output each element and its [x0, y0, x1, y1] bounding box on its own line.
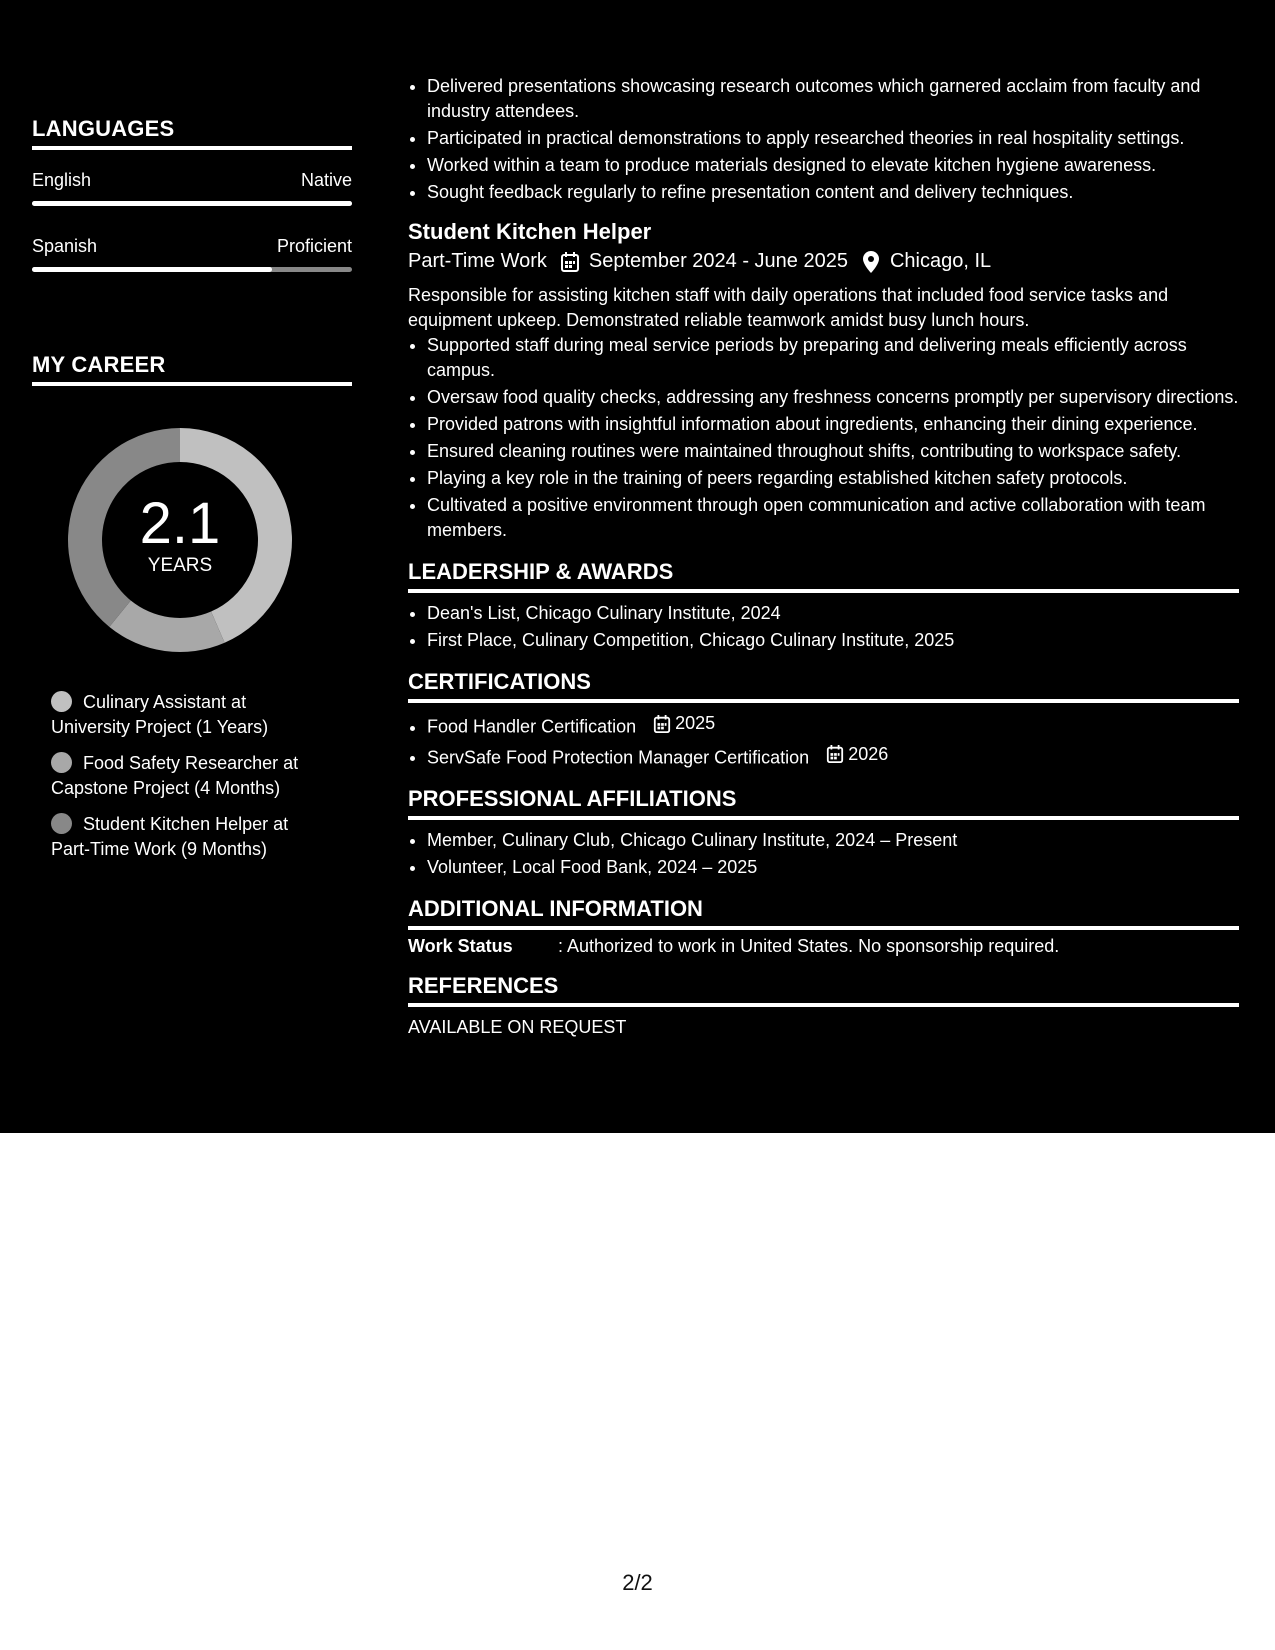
- calendar-icon: [653, 715, 671, 733]
- language-spanish: [32, 236, 352, 272]
- language-bar: [32, 267, 352, 272]
- previous-job-bullets: [408, 74, 1239, 205]
- job-company: Part-Time Work: [408, 250, 547, 272]
- bullet-item: • Sought feedback regularly to refine presentation content and delivery techniques.: [427, 180, 1239, 205]
- bullet-item: • Participated in practical demonstrations to apply researched theories in real hospitality settings.: [427, 126, 1239, 151]
- job-bullets: [408, 333, 1239, 543]
- career-dot: [51, 691, 72, 712]
- career-total-value: 2.1: [139, 491, 221, 556]
- leadership-list: [408, 601, 1239, 653]
- certification-year: 2025: [675, 713, 716, 733]
- bullet-item: • Supported staff during meal service periods by preparing and delivering meals efficiently across campus.: [427, 333, 1239, 383]
- language-name: English: [32, 170, 92, 190]
- language-level: Proficient: [276, 236, 352, 256]
- certification-name: Food Handler Certification: [427, 716, 637, 737]
- language-english: [32, 170, 352, 206]
- language-bar: [32, 201, 352, 206]
- affiliation-item: • Volunteer, Local Food Bank, 2024 – 2025: [427, 855, 1239, 880]
- main-content: [382, 0, 1275, 1133]
- language-bar-fill: [32, 201, 352, 206]
- certifications-heading: CERTIFICATIONS: [408, 669, 1239, 703]
- bullet-item: • Worked within a team to produce materials designed to elevate kitchen hygiene awareness.: [427, 153, 1239, 178]
- language-bar-fill: [32, 267, 272, 272]
- career-dot: [51, 813, 72, 834]
- affiliations-list: [408, 828, 1239, 880]
- award-item: • First Place, Culinary Competition, Chicago Culinary Institute, 2025: [427, 628, 1239, 653]
- job-description: Responsible for assisting kitchen staff with daily operations that included food service tasks and equipment upkeep. Demonstrated reliable teamwork amidst busy lunch hours.: [408, 285, 1169, 330]
- sidebar: [0, 0, 382, 1133]
- affiliation-item: • Member, Culinary Club, Chicago Culinary Institute, 2024 – Present: [427, 828, 1239, 853]
- language-name: Spanish: [32, 236, 98, 256]
- references-text: AVAILABLE ON REQUEST: [408, 1017, 627, 1037]
- calendar-icon: [826, 745, 844, 763]
- award-item: • Dean's List, Chicago Culinary Institute, 2024: [427, 601, 1239, 626]
- career-list: [32, 690, 358, 862]
- additional-info-heading: ADDITIONAL INFORMATION: [408, 896, 1239, 930]
- job-title: Student Kitchen Helper: [408, 219, 652, 244]
- job-meta: [408, 250, 1239, 273]
- location-pin-icon: [860, 251, 882, 273]
- languages-heading: LANGUAGES: [32, 116, 352, 150]
- career-heading: MY CAREER: [32, 352, 352, 386]
- certifications-list: [408, 711, 1239, 770]
- bullet-item: • Delivered presentations showcasing research outcomes which garnered acclaim from faculty and industry attendees.: [427, 74, 1239, 124]
- work-status-value: : Authorized to work in United States. No sponsorship required.: [558, 936, 1060, 956]
- leadership-heading: LEADERSHIP & AWARDS: [408, 559, 1239, 593]
- bullet-item: • Provided patrons with insightful information about ingredients, enhancing their dining experience.: [427, 412, 1239, 437]
- career-item: Culinary Assistant at University Project (1 Years): [51, 692, 269, 737]
- bullet-item: • Cultivated a positive environment through open communication and active collaboration with team members.: [427, 493, 1239, 543]
- bullet-item: • Ensured cleaning routines were maintained throughout shifts, contributing to workspace safety.: [427, 439, 1239, 464]
- page-number: 2/2: [622, 1570, 653, 1595]
- affiliations-heading: PROFESSIONAL AFFILIATIONS: [408, 786, 1239, 820]
- certification-item: [427, 711, 1239, 740]
- bullet-item: • Playing a key role in the training of peers regarding established kitchen safety protocols.: [427, 466, 1239, 491]
- certification-name: ServSafe Food Protection Manager Certification: [427, 747, 810, 767]
- bullet-item: • Oversaw food quality checks, addressing any freshness concerns promptly per supervisory directions.: [427, 385, 1239, 410]
- career-dot: [51, 752, 72, 773]
- work-status-row: [408, 936, 1239, 957]
- career-item: Food Safety Researcher at Capstone Project (4 Months): [51, 753, 299, 798]
- career-donut: [66, 426, 294, 654]
- language-level: Native: [300, 170, 352, 190]
- references-heading: REFERENCES: [408, 973, 1239, 1007]
- job-dates: September 2024 - June 2025: [588, 250, 848, 272]
- certification-year: 2026: [848, 743, 889, 764]
- work-status-label: Work Status: [408, 936, 513, 956]
- job-location: Chicago, IL: [889, 250, 992, 272]
- calendar-icon: [559, 251, 581, 273]
- certification-item: [427, 742, 1239, 771]
- career-total-unit: YEARS: [147, 555, 213, 576]
- career-item: Student Kitchen Helper at Part-Time Work (9 Months): [51, 814, 289, 859]
